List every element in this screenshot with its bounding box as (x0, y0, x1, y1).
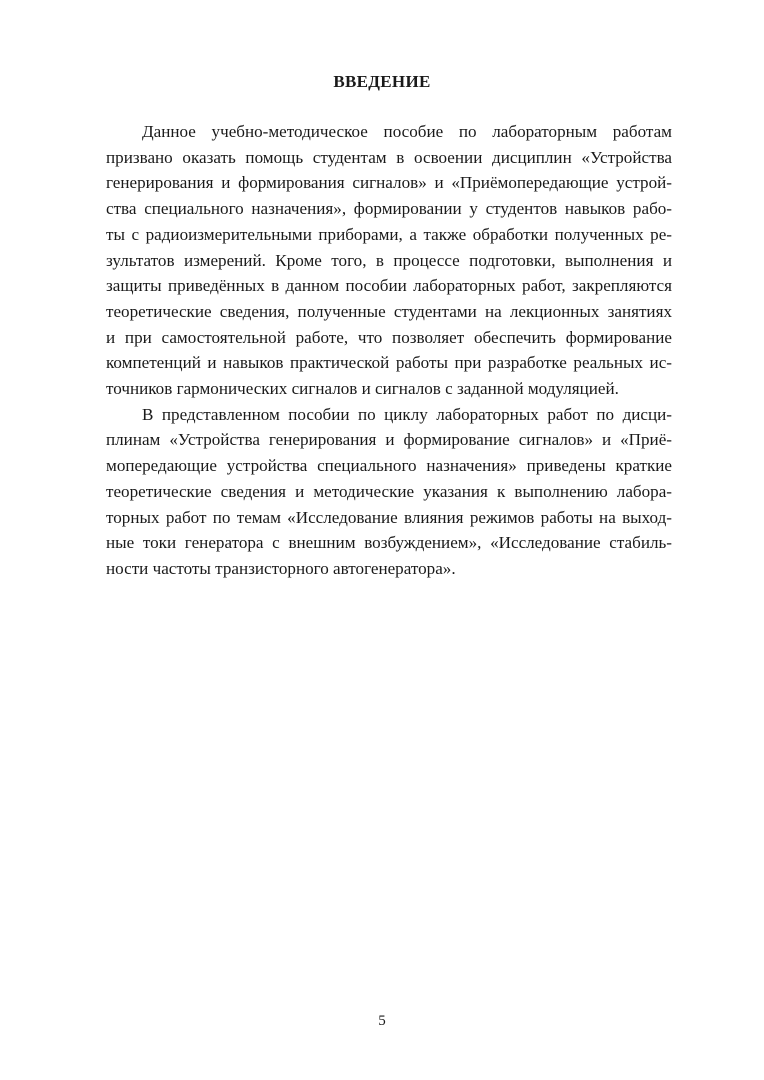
text-line: В представленном пособии по циклу лабораторных работ по дисци- (142, 404, 672, 424)
text-line: зультатов измерений. Кроме того, в процессе подготовки, выполнения и (106, 250, 672, 270)
text-line: торных работ по темам «Исследование влияния режимов работы на выход- (106, 507, 672, 527)
page-heading: ВВЕДЕНИЕ (333, 72, 431, 91)
text-line: теоретические сведения, полученные студентами на лекционных занятиях (106, 301, 672, 321)
text-line: ные токи генератора с внешним возбуждением», «Исследование стабиль- (106, 533, 672, 553)
body-text (106, 119, 672, 582)
paragraph-1 (106, 119, 672, 402)
text-line: ности частоты транзисторного автогенератора». (106, 558, 456, 578)
text-line: точников гармонических сигналов и сигналов с заданной модуляцией. (106, 379, 619, 399)
text-line: генерирования и формирования сигналов» и «Приёмопередающие устрой- (106, 173, 672, 193)
text-line: Данное учебно-методическое пособие по лабораторным работам (142, 122, 672, 141)
text-line: теоретические сведения и методические указания к выполнению лабора- (106, 481, 672, 501)
text-line: мопередающие устройства специального назначения» приведены краткие (106, 456, 672, 476)
text-line: защиты приведённых в данном пособии лабораторных работ, закрепляются (106, 276, 672, 296)
paragraph-2 (106, 402, 672, 582)
text-line: призвано оказать помощь студентам в освоении дисциплин «Устройства (106, 147, 672, 167)
page-number: 5 (378, 1013, 386, 1029)
text-line: компетенций и навыков практической работы при разработке реальных ис- (106, 353, 672, 373)
text-line: ства специального назначения», формировании у студентов навыков рабо- (106, 199, 672, 219)
text-line: плинам «Устройства генерирования и формирование сигналов» и «Приё- (106, 430, 672, 450)
text-line: и при самостоятельной работе, что позволяет обеспечить формирование (106, 327, 672, 347)
text-line: ты с радиоизмерительными приборами, а также обработки полученных ре- (106, 224, 672, 244)
